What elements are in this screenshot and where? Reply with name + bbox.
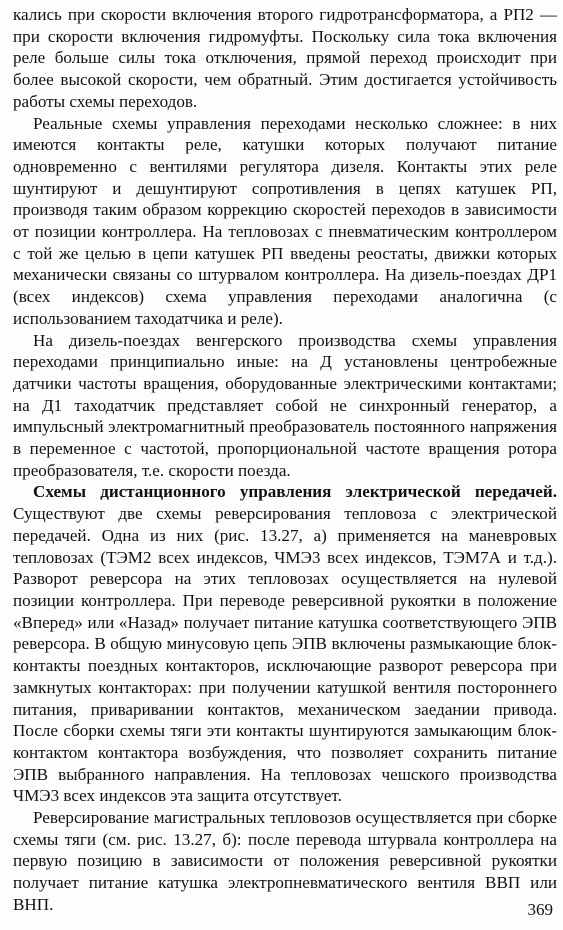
paragraph-3: На дизель-поездах венгерского производства схемы управления переходами принципиально иные: на Д установлены центробежные датчики частоты вращения, оборудованные электрическими контактами; на Д1 таходатчик представляет собой не синхронный генератор, а импульсный электромагнитный преобразователь постоянного напряжения в переменное с частотой, пропорциональной частоте вращения ротора преобразователя, т.е. скорости поезда. <box>13 330 557 480</box>
page-number: 369 <box>527 900 553 919</box>
body-text <box>13 4 557 916</box>
section-heading: Схемы дистанционного управления электрической передачей. <box>33 482 557 502</box>
paragraph-5: Реверсирование магистральных тепловозов осуществляется при сборке схемы тяги (см. рис. 13.27, б): после перевода штурвала контроллера на первую позицию в зависимости от положения реверсивной рукоятки получает питание катушка электропневматического вентиля ВВП или ВНП. <box>13 808 557 914</box>
paragraph-2: Реальные схемы управления переходами несколько сложнее: в них имеются контакты реле, катушки которых получают питание одновременно с вентилями регулятора дизеля. Контакты этих реле шунтируют и дешунтируют сопротивления в цепях катушек РП, производя таким образом коррекцию скоростей переходов в зависимости от позиции контроллера. На тепловозах с пневматическим контроллером с той же целью в цепи катушек РП введены реостаты, движки которых механически связаны со штурвалом контроллера. На дизель-поездах ДР1 (всех индексов) схема управления переходами аналогична (с использованием таходатчика и реле). <box>13 113 557 328</box>
paragraph-1: кались при скорости включения второго гидротрансформатора, а РП2 — при скорости включения гидромуфты. Поскольку сила тока включения реле больше силы тока отключения, прямой переход происходит при более высокой скорости, чем обратный. Этим достигается устойчивость работы схемы переходов. <box>13 5 557 111</box>
paragraph-4-text: Существуют две схемы реверсирования тепловоза с электрической передачей. Одна из них (рис. 13.27, а) применяется на маневровых тепловозах (ТЭМ2 всех индексов, ЧМЭ3 всех индексов, ТЭМ7А и т.д.). Разворот реверсора на этих тепловозах осуществляется на нулевой позиции контроллера. При переводе реверсивной рукоятки в положение «Вперед» или «Назад» получает питание катушка соответствующего ЭПВ реверсора. В общую минусовую цепь ЭПВ включены размыкающие блок-контакты поездных контакторов, исключающие разворот реверсора при замкнутых контакторах: при получении катушкой вентиля постороннего питания, приваривании контактов, механическом заедании привода. После сборки схемы тяги эти контакты шунтируются замыкающим блок-контактом контактора возбуждения, что позволяет сохранить питание ЭПВ выбранного направления. На тепловозах чешского производства ЧМЭ3 всех индексов эта защита отсутствует. <box>13 504 557 806</box>
paragraph-4 <box>13 481 557 807</box>
